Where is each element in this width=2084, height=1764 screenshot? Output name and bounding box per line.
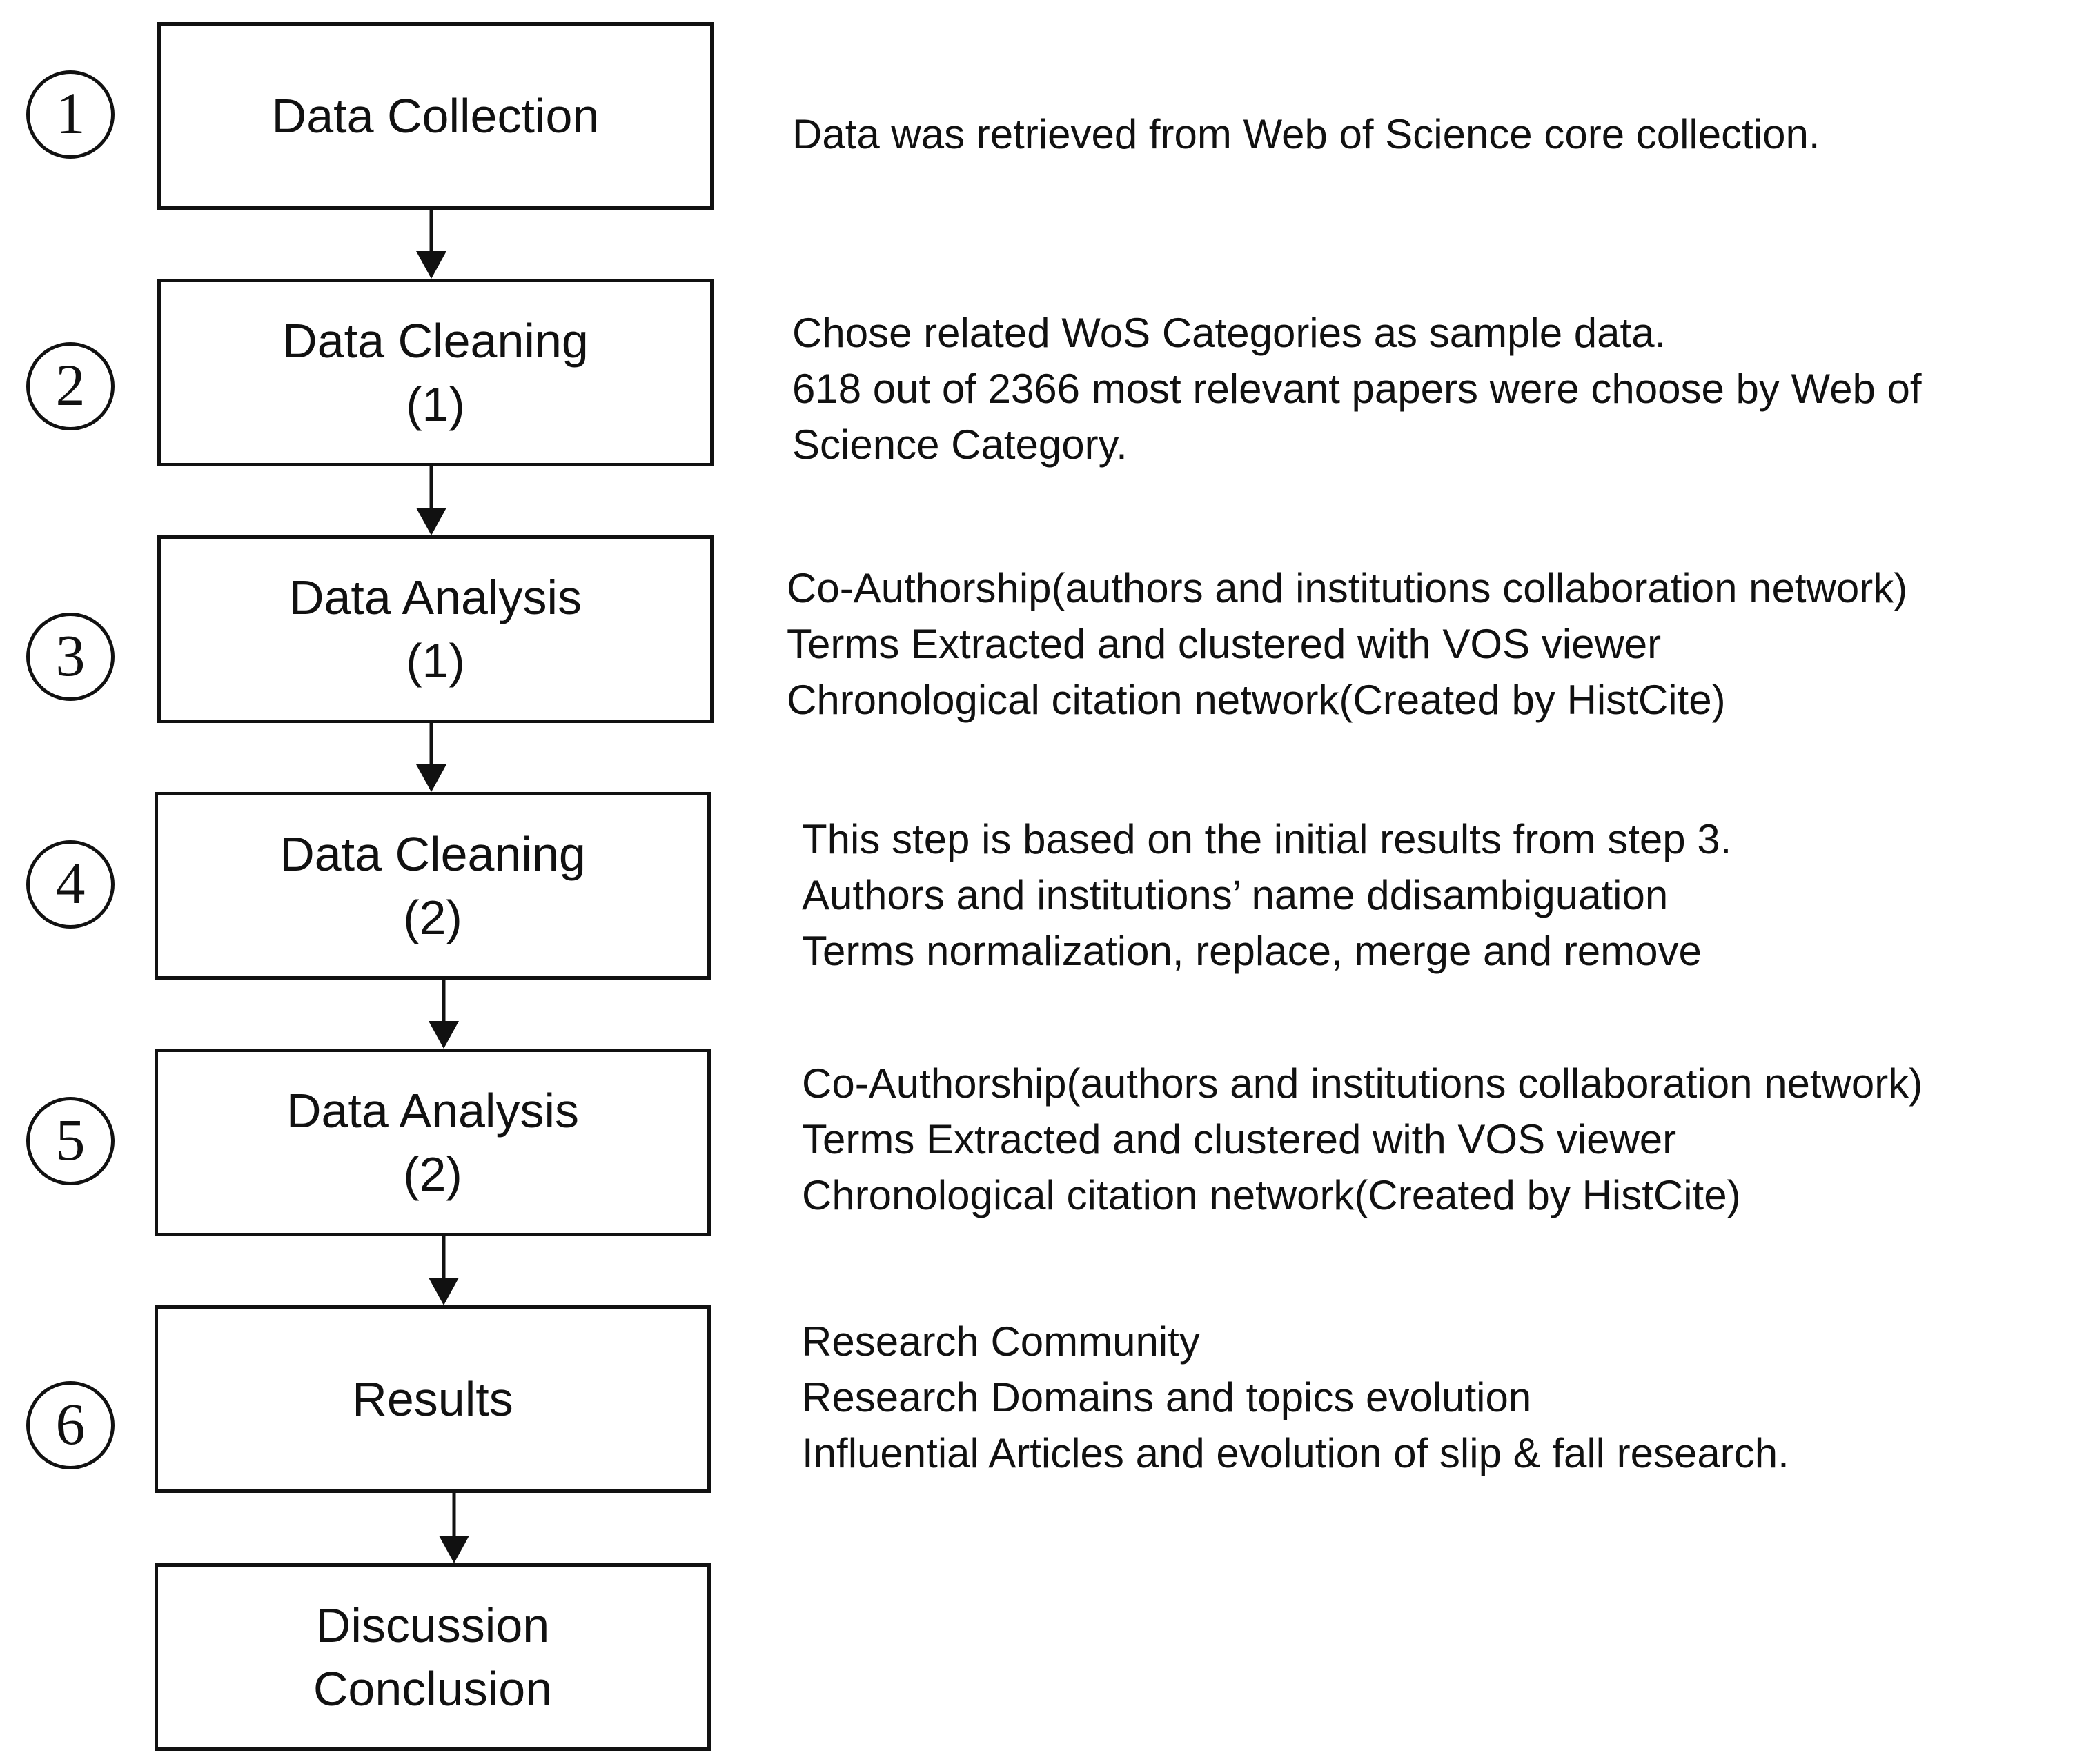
step-4-box-data-cleaning-2: [155, 792, 711, 980]
step-4-box-label-line-2: (2): [403, 891, 462, 944]
step-3-description-line-1: Co-Authorship(authors and institutions collaboration network): [787, 565, 1908, 611]
step-5-box-data-analysis-2: [155, 1049, 711, 1236]
step-6-description-line-2: Research Domains and topics evolution: [802, 1374, 1532, 1420]
step-3-description-line-3: Chronological citation network(Created by HistCite): [787, 677, 1726, 723]
step-5-box-label-line-1: Data Analysis: [286, 1084, 580, 1138]
step-3-box-label-line-2: (1): [406, 634, 465, 688]
step-4-number: 4: [55, 850, 86, 916]
step-4-description-line-1: This step is based on the initial results from step 3.: [802, 816, 1732, 862]
step-5-description: [802, 1056, 2072, 1223]
step-5-description-line-3: Chronological citation network(Created by HistCite): [802, 1172, 1741, 1218]
step-1-description-line-1: Data was retrieved from Web of Science core collection.: [792, 111, 1820, 157]
step-4-description: [802, 811, 2072, 979]
step-4-description-line-2: Authors and institutions’ name ddisambiguation: [802, 872, 1669, 918]
step-5-description-line-1: Co-Authorship(authors and institutions collaboration network): [802, 1060, 1923, 1107]
arrow-2-3: [416, 465, 446, 535]
step-2-number: 2: [55, 352, 86, 418]
step-3-box-data-analysis-1: [157, 535, 714, 723]
step-6-number-circle: [26, 1381, 115, 1469]
step-5-box-label-line-2: (2): [403, 1147, 462, 1201]
step-3-box-label-line-1: Data Analysis: [288, 571, 582, 624]
arrow-4-5: [429, 977, 459, 1049]
step-2-box-label-line-1: Data Cleaning: [282, 314, 589, 368]
step-6-box-results: [155, 1305, 711, 1493]
step-2-box-data-cleaning-1: [157, 279, 714, 466]
arrow-5-6: [429, 1233, 459, 1305]
step-6-number: 6: [55, 1391, 86, 1457]
step-2-description-line-3: Science Category.: [792, 422, 1128, 468]
step-2-description: [792, 305, 2062, 473]
step-1-box-data-collection: [157, 22, 714, 210]
arrow-6-7: [439, 1490, 469, 1563]
step-4-number-circle: [26, 840, 115, 929]
step-2-number-circle: [26, 342, 115, 430]
step-3-description: [787, 560, 2056, 728]
arrow-3-4: [416, 722, 446, 792]
arrow-1-2: [416, 208, 446, 279]
step-1-number: 1: [55, 80, 86, 146]
step-3-number: 3: [55, 622, 86, 688]
step-1-description: [792, 106, 2062, 162]
step-4-description-line-3: Terms normalization, replace, merge and remove: [802, 928, 1702, 974]
step-7-box-discussion-conclusion: [155, 1563, 711, 1751]
step-4-box-label-line-1: Data Cleaning: [279, 827, 586, 881]
step-2-box-label-line-2: (1): [406, 377, 465, 431]
step-3-number-circle: [26, 613, 115, 701]
step-2-description-line-2: 618 out of 2366 most relevant papers were choose by Web of: [792, 366, 1922, 412]
step-6-description-line-1: Research Community: [802, 1318, 1200, 1365]
step-2-description-line-1: Chose related WoS Categories as sample data.: [792, 310, 1667, 356]
step-3-description-line-2: Terms Extracted and clustered with VOS viewer: [787, 621, 1662, 667]
step-5-description-line-2: Terms Extracted and clustered with VOS viewer: [802, 1116, 1677, 1162]
step-7-box-label-line-1: Discussion: [315, 1598, 550, 1652]
step-6-description-line-3: Influential Articles and evolution of slip & fall research.: [802, 1430, 1789, 1476]
step-7-box-label-line-2: Conclusion: [313, 1662, 553, 1716]
step-5-number-circle: [26, 1097, 115, 1185]
step-6-box-label: Results: [352, 1372, 513, 1426]
step-1-box-label: Data Collection: [271, 89, 600, 143]
step-6-description: [802, 1314, 2072, 1481]
step-1-number-circle: [26, 70, 115, 159]
step-5-number: 5: [55, 1107, 86, 1173]
